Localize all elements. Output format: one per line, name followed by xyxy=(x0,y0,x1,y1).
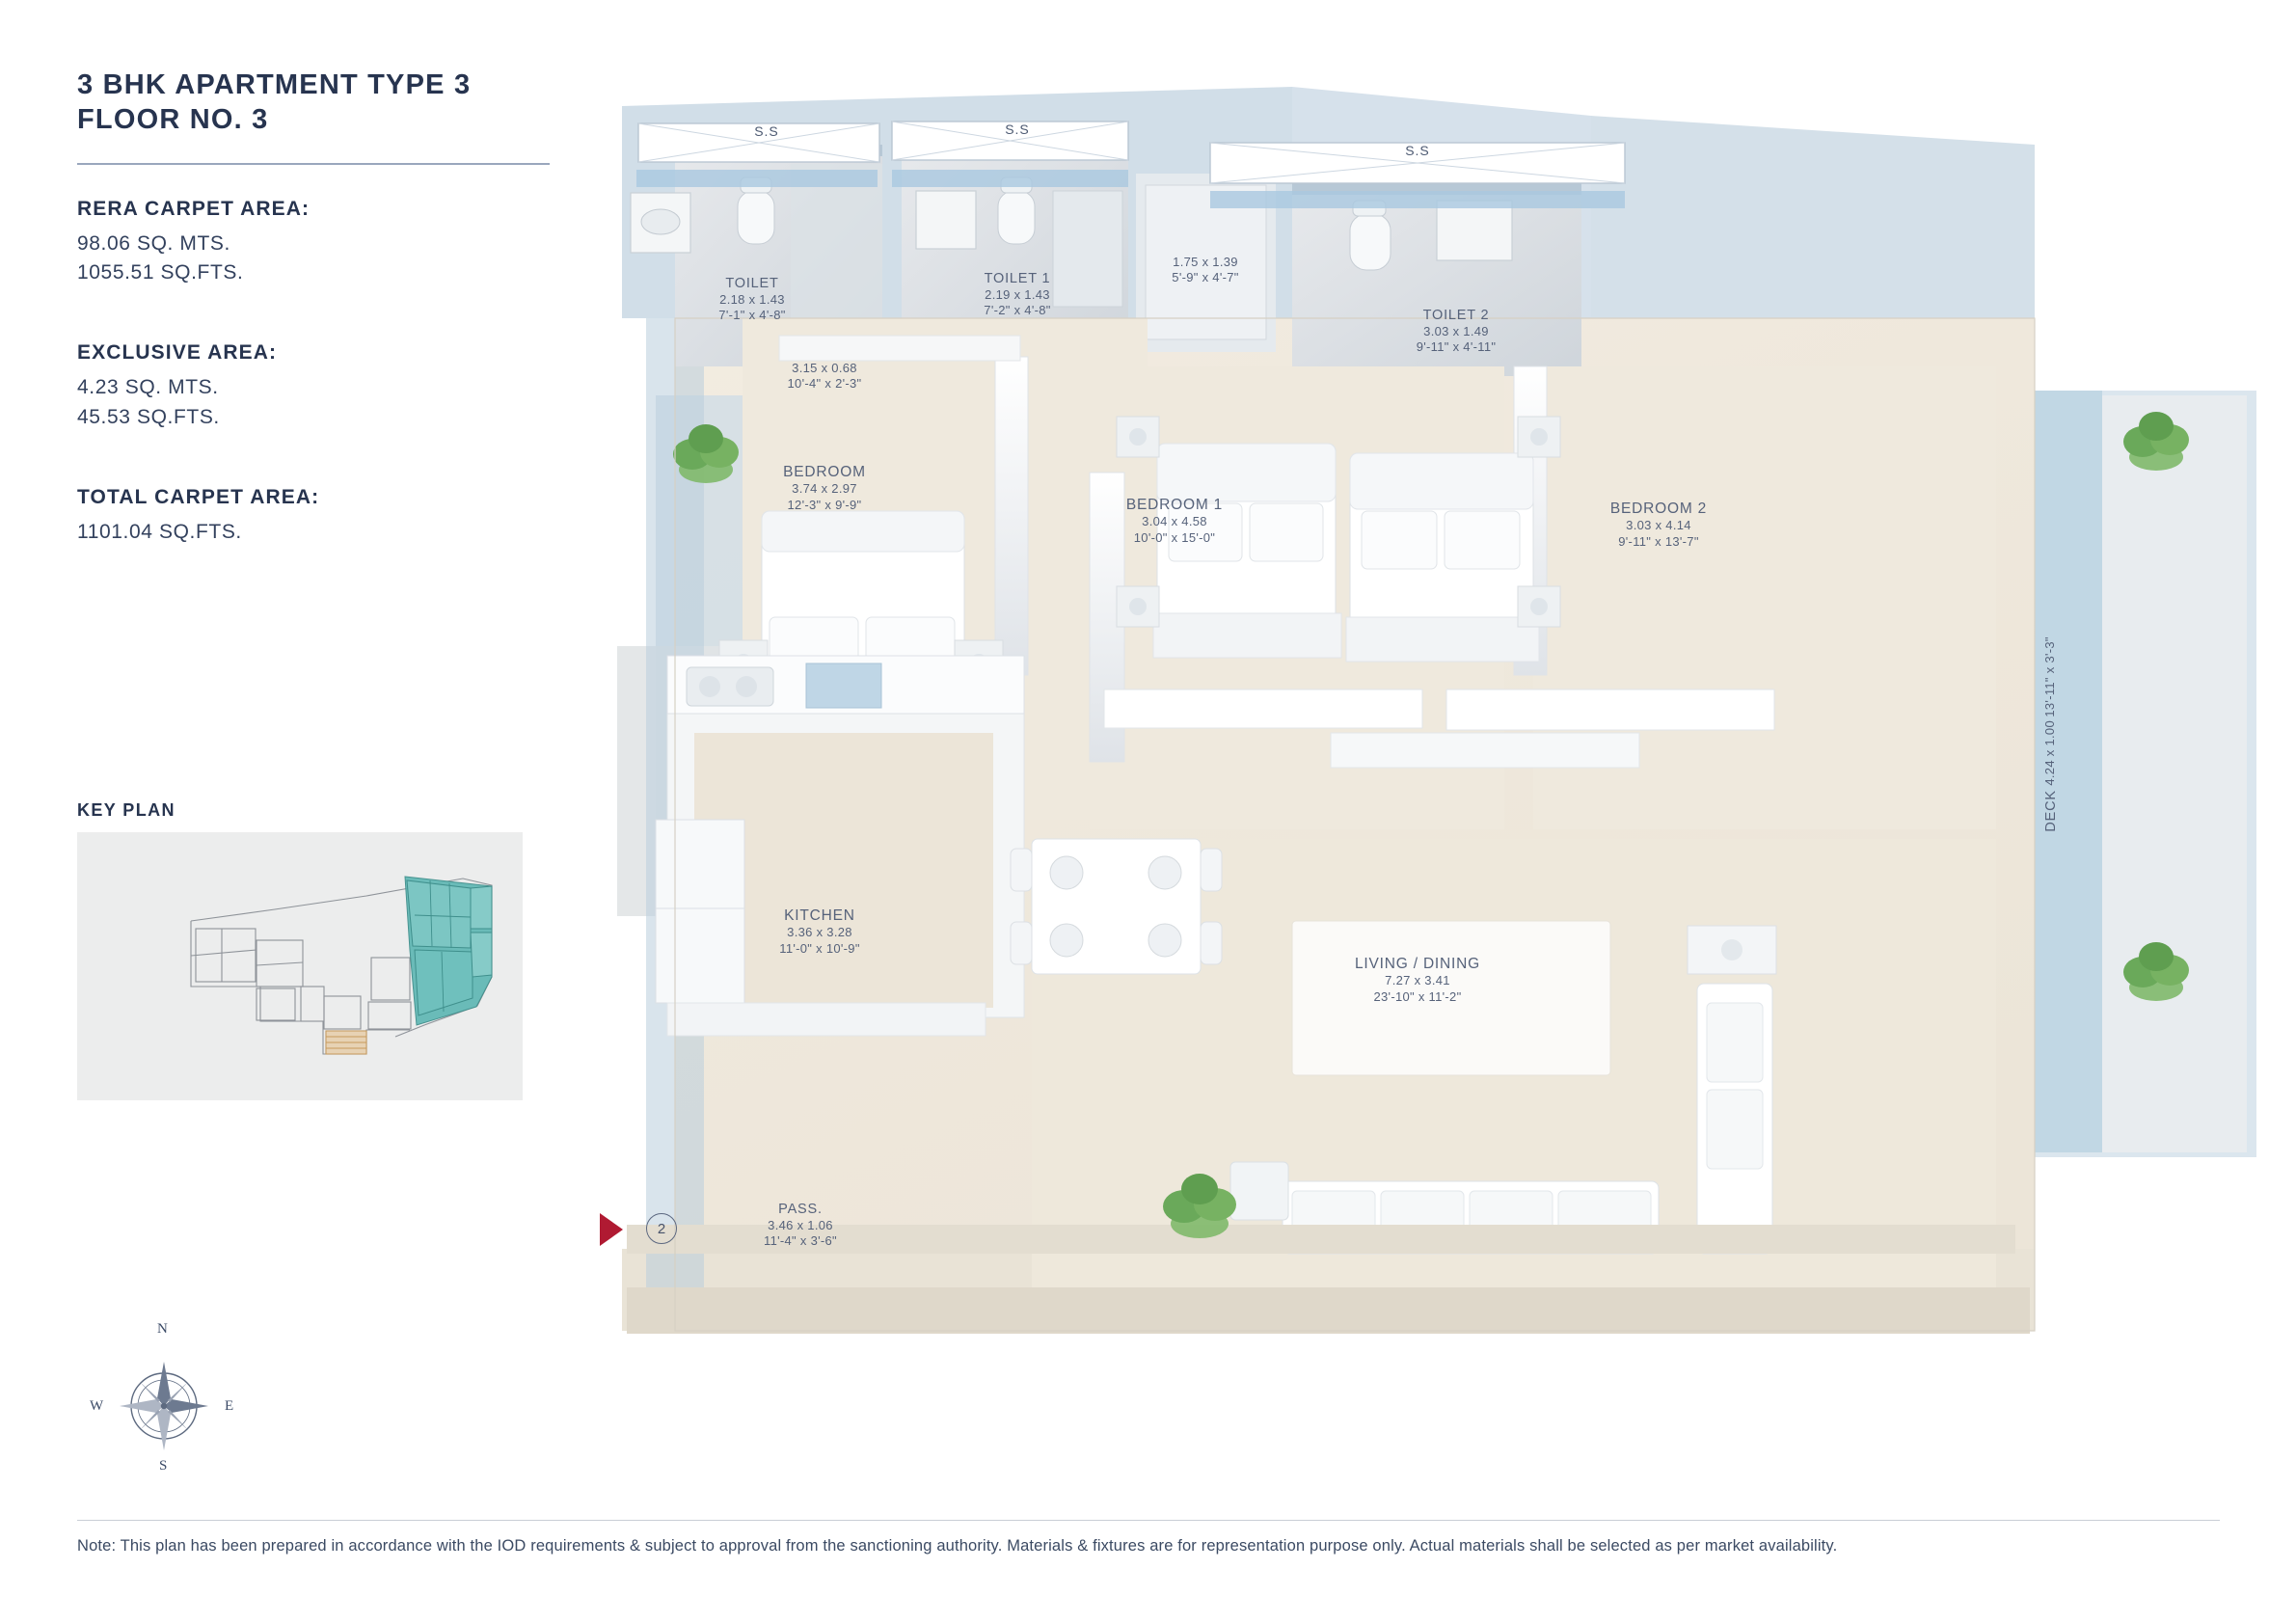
floor-plan-drawing xyxy=(617,77,2256,1447)
spec-heading: EXCLUSIVE AREA: xyxy=(77,341,278,365)
spacer xyxy=(77,432,579,453)
spec-value: 1101.04 SQ.FTS. xyxy=(77,521,242,544)
key-plan xyxy=(77,800,530,1100)
room-label-passage: PASS. 3.46 x 1.06 11'-4" x 3'-6" xyxy=(764,1202,837,1249)
room-label-bedroom-2: BEDROOM 2 3.03 x 4.14 9'-11" x 13'-7" xyxy=(1609,500,1708,549)
room-label-deck: DECK 4.24 x 1.00 13'-11" x 3'-3" xyxy=(2042,636,2059,832)
service-slab-label-2: S.S xyxy=(1005,122,1030,137)
page-title-line1: 3 BHK APARTMENT TYPE 3 xyxy=(77,69,472,100)
page-title-line2: FLOOR NO. 3 xyxy=(77,104,269,136)
spec-value: 98.06 SQ. MTS. xyxy=(77,231,230,255)
room-label-toilet-2: TOILET 2 3.03 x 1.49 9'-11" x 4'-11" xyxy=(1416,308,1497,355)
service-slab-label-1: S.S xyxy=(754,123,779,139)
key-plan-label: KEY PLAN xyxy=(77,800,176,820)
room-label-kitchen: KITCHEN 3.36 x 3.28 11'-0" x 10'-9" xyxy=(779,907,860,956)
entry-number-badge: 2 xyxy=(646,1213,677,1244)
key-plan-diagram xyxy=(77,832,523,1100)
room-label-toilet-1: TOILET 1 2.19 x 1.43 7'-2" x 4'-8" xyxy=(984,271,1051,318)
spacer xyxy=(77,287,579,309)
spec-value: 45.53 SQ.FTS. xyxy=(77,405,220,428)
room-label-bedroom-1: BEDROOM 1 3.04 x 4.58 10'-0" x 15'-0" xyxy=(1125,497,1224,545)
title-divider xyxy=(77,163,550,165)
entry-arrow-icon xyxy=(600,1213,623,1246)
service-slab-label-3: S.S xyxy=(1405,143,1430,158)
spec-total-carpet-area xyxy=(77,486,579,547)
spec-heading: RERA CARPET AREA: xyxy=(77,197,311,220)
spec-exclusive-area xyxy=(77,341,579,432)
spec-heading: TOTAL CARPET AREA: xyxy=(77,486,320,509)
info-panel xyxy=(77,68,579,548)
spec-value: 4.23 SQ. MTS. xyxy=(77,376,219,399)
spec-rera-carpet-area xyxy=(77,198,579,288)
compass-rose xyxy=(92,1321,236,1475)
footer-note: Note: This plan has been prepared in accordance with the IOD requirements & subject to approval from the sanctioning authority. Materials & fixtures are for representation purpose only. Actual materials shall be selected as per market availability. xyxy=(77,1537,1838,1555)
spec-value: 1055.51 SQ.FTS. xyxy=(77,260,244,284)
footer-divider xyxy=(77,1520,2220,1521)
room-label-wardrobe-niche: 3.15 x 0.68 10'-4" x 2'-3" xyxy=(787,361,862,392)
compass-east-label: E xyxy=(225,1398,234,1414)
room-label-utility: 1.75 x 1.39 5'-9" x 4'-7" xyxy=(1172,255,1239,285)
compass-south-label: S xyxy=(159,1458,168,1474)
room-label-toilet: TOILET 2.18 x 1.43 7'-1" x 4'-8" xyxy=(718,276,786,323)
room-label-bedroom: BEDROOM 3.74 x 2.97 12'-3" x 9'-9" xyxy=(783,464,866,512)
compass-west-label: W xyxy=(90,1398,104,1414)
compass-north-label: N xyxy=(157,1321,168,1337)
room-label-living-dining: LIVING / DINING 7.27 x 3.41 23'-10" x 11'-2" xyxy=(1355,956,1480,1004)
